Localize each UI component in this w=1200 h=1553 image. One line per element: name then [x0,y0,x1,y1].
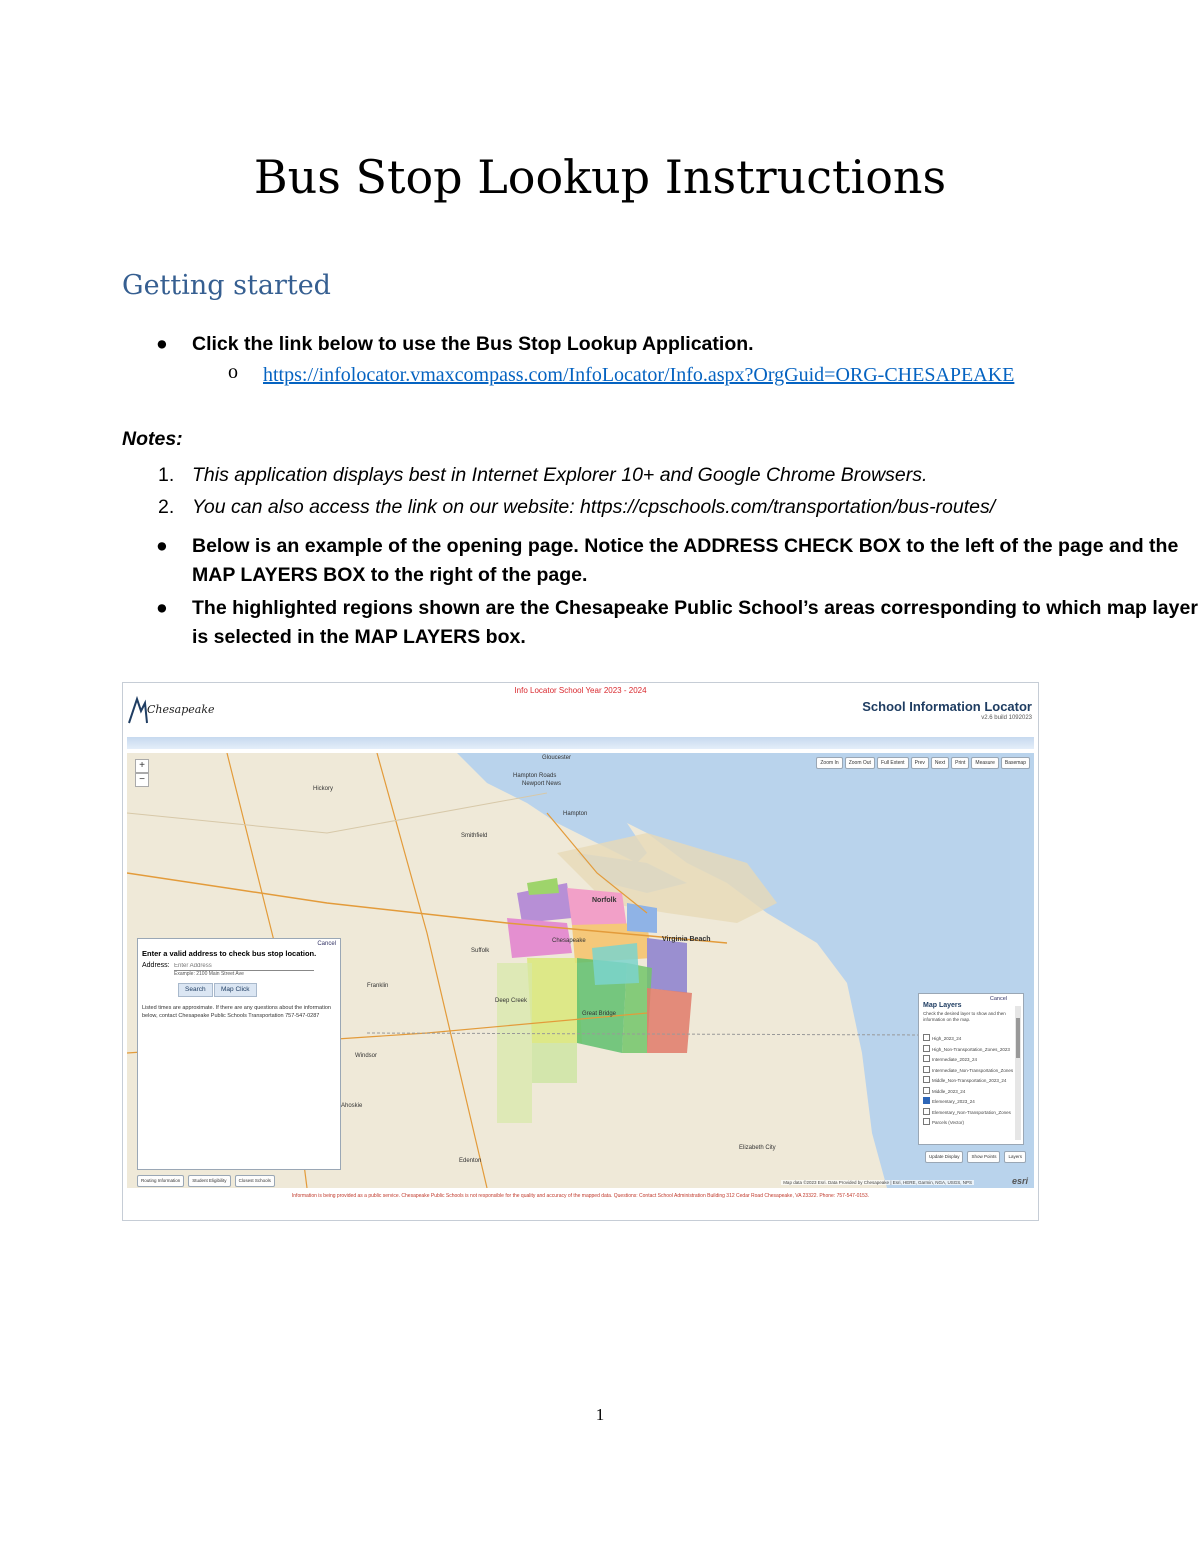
map-label: Windsor [355,1053,378,1059]
prev-extent-button[interactable]: Prev [911,757,929,769]
section-heading-getting-started: Getting started [122,270,331,301]
notes-label: Notes: [122,428,183,450]
bullet-icon: ● [156,535,168,557]
full-extent-button[interactable]: Full Extent [877,757,909,769]
layer-item[interactable] [923,1045,1013,1056]
layer-label: Middle_2023_24 [932,1088,966,1094]
note-text: You can also access the link on our website: https://cpschools.com/transportation/bus-routes/ [192,496,996,518]
zoom-in-button[interactable]: Zoom In [816,757,842,769]
layers-cancel-link[interactable]: Cancel [989,996,1007,1002]
layers-actions [925,1151,1026,1163]
update-display-button[interactable]: Update Display [925,1151,964,1163]
sub-bullet-marker: o [228,361,238,383]
layer-checkbox[interactable] [923,1108,930,1115]
bullet-icon: ● [156,597,168,619]
map-label: Newport News [522,781,562,787]
map-layers-box [918,993,1024,1145]
list-item [0,330,1200,359]
address-label: Address: [142,962,170,969]
list-item [0,594,1200,652]
bullet-icon: ● [156,333,168,355]
address-input[interactable] [174,961,314,971]
document-title: Bus Stop Lookup Instructions [253,150,947,204]
map-label: Hampton Roads [513,773,557,779]
map-label: Deep Creek [495,998,528,1004]
layer-label: Intermediate_2023_24 [932,1057,978,1062]
layer-label: High_2023_24 [932,1036,962,1041]
show-points-button[interactable]: Show Points [967,1151,1000,1163]
tab-student-eligibility[interactable]: Student Eligibility [188,1175,230,1187]
map-zoom-in[interactable]: + [135,759,149,773]
esri-logo: esri [1011,1176,1028,1186]
map-label: Chesapeake [552,938,586,944]
map-label: Franklin [367,983,389,989]
measure-button[interactable]: Measure [971,757,998,769]
school-year-banner: Info Locator School Year 2023 - 2024 [514,686,647,695]
app-title: School Information Locator [862,699,1032,714]
address-box-title: Enter a valid address to check bus stop location. [142,949,317,958]
page-number: 1 [595,1405,605,1424]
layer-checkbox[interactable] [923,1055,930,1062]
address-example: Example: 2100 Main Street Ave [174,971,244,977]
note-number: 1. [158,464,175,486]
note-item [0,491,1200,523]
app-header [123,683,1038,735]
layer-item[interactable] [923,1097,1013,1108]
map-label: Great Bridge [582,1011,617,1017]
basemap-button[interactable]: Basemap [1001,757,1030,769]
note-item [0,459,1200,491]
map-label: Gloucester [542,755,572,761]
map-label: Elizabeth City [739,1145,776,1151]
layer-item[interactable] [923,1066,1013,1077]
layer-label: Elementary_Non-Transportation_Zones [932,1109,1011,1115]
map-label: Hampton [563,811,588,817]
map-label: Ahoskie [341,1103,363,1109]
next-extent-button[interactable]: Next [931,757,949,769]
map-label: Norfolk [592,897,617,904]
layer-item[interactable] [923,1034,1013,1045]
bullet-text: The highlighted regions shown are the Chesapeake Public School’s areas corresponding to which map layer is selected in the MAP LAYERS box. [192,597,1198,648]
layer-label: Intermediate_Non-Transportation_Zones [932,1067,1013,1073]
map-view[interactable] [127,753,1034,1188]
layer-label: Middle_Non-Transportation_2023_24 [932,1078,1007,1083]
map-zoom-out[interactable]: − [135,773,149,787]
layer-checkbox[interactable] [923,1076,930,1083]
bullet-text: Click the link below to use the Bus Stop Lookup Application. [192,333,754,355]
list-item [0,532,1200,590]
layer-checkbox-checked[interactable] [923,1097,930,1104]
layers-scrollbar[interactable] [1015,1006,1021,1140]
map-label: Virginia Beach [662,936,711,943]
tab-closest-schools[interactable]: Closest Schools [235,1175,275,1187]
map-label: Hickory [313,786,334,792]
map-label: Edenton [459,1158,482,1164]
layer-list [923,1034,1013,1129]
bus-stop-lookup-link[interactable]: https://infolocator.vmaxcompass.com/InfoLocator/Info.aspx?OrgGuid=ORG-CHESAPEAKE [263,364,1015,386]
zoom-out-button[interactable]: Zoom Out [845,757,875,769]
map-label: Suffolk [471,948,490,954]
bullet-list-top [0,330,1200,359]
address-check-box [137,938,341,1170]
disclaimer: Information is being provided as a public service. Chesapeake Public Schools is not responsible for the quality and accuracy of the mapped data. Questions: Contact School Administration Building 312 Cedar Road Chesapeake, VA 23322. Phone: 757-547-0153. [291,1193,870,1199]
layers-box-title: Map Layers [923,1002,962,1009]
address-cancel-link[interactable]: Cancel [317,941,336,947]
note-number: 2. [158,496,175,518]
bullet-text: Below is an example of the opening page. Notice the ADDRESS CHECK BOX to the left of the page and the MAP LAYERS BOX to the right of the page. [192,535,1179,586]
map-click-button[interactable]: Map Click [214,983,257,997]
layers-button[interactable]: Layers [1004,1151,1026,1163]
layer-label: Parcels (Vector) [932,1120,965,1125]
layer-label: High_Non-Transportation_Zones_2023 [932,1046,1010,1052]
layer-checkbox[interactable] [923,1034,930,1041]
scrollbar-thumb[interactable] [1016,1018,1020,1058]
address-search-button[interactable]: Search [178,983,213,997]
logo-text: Chesapeake [147,703,215,716]
note-text: This application displays best in Internet Explorer 10+ and Google Chrome Browsers. [192,464,928,486]
layers-box-description: Check the desired layer to show and then information on the map. [923,1011,1006,1022]
layer-label: Elementary_2023_24 [932,1099,975,1104]
tab-routing-information[interactable]: Routing Information [137,1175,184,1187]
map-toolbar [816,757,1030,769]
layer-item[interactable] [923,1118,1013,1129]
layer-item[interactable] [923,1087,1013,1098]
application-screenshot [122,682,1039,1221]
notes-list [0,459,1200,523]
address-box-info: Listed times are approximate. If there are any questions about the information below, contact Chesapeake Public Schools Transportation 757-547-0287 [142,1005,331,1019]
layer-checkbox[interactable] [923,1066,930,1073]
layer-item[interactable] [923,1076,1013,1087]
bullet-list-bottom [0,532,1200,652]
print-button[interactable]: Print [951,757,969,769]
layer-checkbox[interactable] [923,1045,930,1052]
layer-item[interactable] [923,1108,1013,1119]
map-attribution: Map data ©2023 Esri. Data Provided by Chesapeake | Esri, HERE, Garmin, NGA, USGS, NPS [783,1180,972,1185]
header-bar [127,737,1034,749]
layer-checkbox[interactable] [923,1087,930,1094]
bottom-tabs [137,1175,275,1187]
chesapeake-logo [127,695,215,725]
layer-item[interactable] [923,1055,1013,1066]
layer-checkbox[interactable] [923,1118,930,1125]
app-version: v2.6 build 1092023 [981,715,1032,721]
map-label: Smithfield [461,833,488,839]
